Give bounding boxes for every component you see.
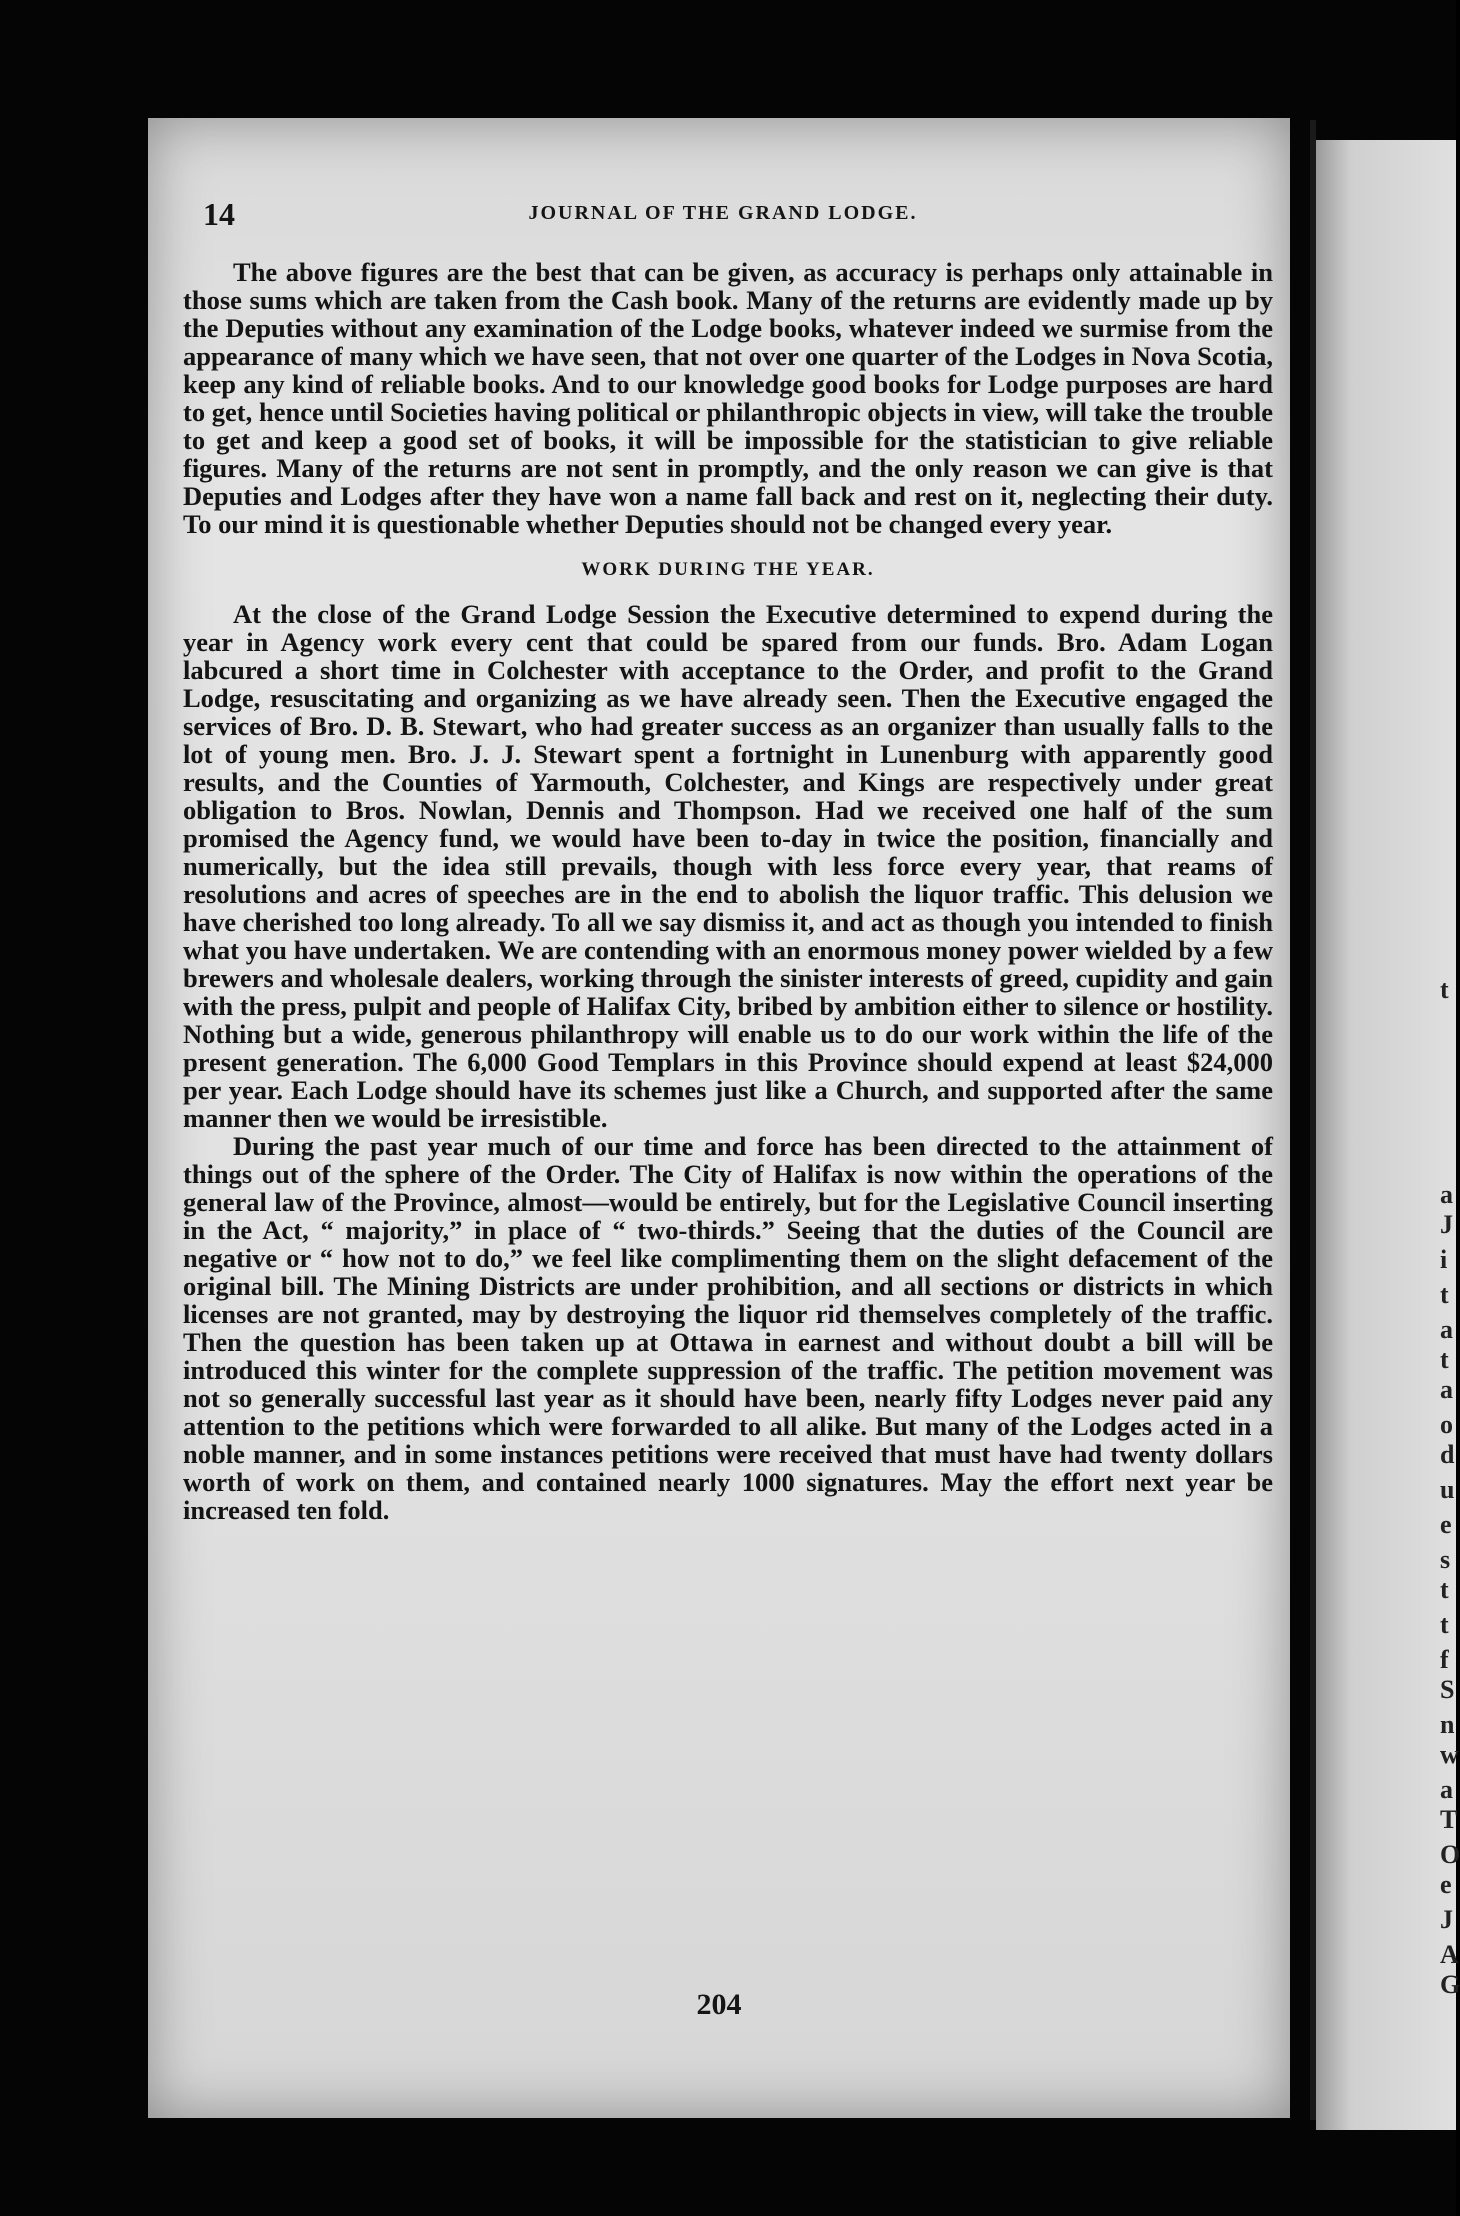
page-number: 14 [203, 196, 235, 232]
adjacent-page-letter: i [1440, 1245, 1448, 1274]
document-page [148, 118, 1290, 2118]
adjacent-page-letter: T [1440, 1805, 1458, 1834]
adjacent-page-letter: a [1440, 1775, 1453, 1804]
adjacent-page-letter: A [1440, 1940, 1459, 1969]
adjacent-page-letter: t [1440, 1345, 1449, 1374]
adjacent-page-letter: t [1440, 1575, 1449, 1604]
adjacent-page-letter: S [1440, 1675, 1455, 1704]
adjacent-page-letter: n [1440, 1710, 1455, 1739]
adjacent-page-letter: e [1440, 1870, 1452, 1899]
paragraph-1: The above figures are the best that can be given, as accuracy is perhaps only attainable in those sums which are taken from the Cash book. Many of the returns are evidently made up by the Deputies without any examination of the Lodge books, whatever indeed we surmise from the appearance of many which we have seen, that not over one quarter of the Lodges in Nova Scotia, keep any kind of reliable books. And to our knowledge good books for Lodge purposes are hard to get, hence until Societies having political or philanthropic objects in view, will take the trouble to get and keep a good set of books, it will be impossible for the statistician to give reliable figures. Many of the returns are not sent in promptly, and the only reason we can give is that Deputies and Lodges after they have won a name fall back and rest on it, neglecting their duty. To our mind it is questionable whether Deputies should not be changed every year. [183, 257, 1273, 539]
adjacent-page-letter: J [1440, 1905, 1453, 1934]
adjacent-page-letter: G [1440, 1970, 1460, 1999]
adjacent-page-letter: s [1440, 1545, 1451, 1574]
page-gutter [1310, 120, 1316, 2120]
section-heading: WORK DURING THE YEAR. [581, 559, 875, 580]
adjacent-page-letter: J [1440, 1210, 1453, 1239]
folio-number: 204 [696, 1988, 742, 2021]
adjacent-page-letter: t [1440, 1280, 1449, 1309]
adjacent-page-letter: O [1440, 1840, 1460, 1869]
adjacent-page-letter: a [1440, 1375, 1453, 1404]
adjacent-page-letter: u [1440, 1475, 1455, 1504]
adjacent-page-letter: f [1440, 1645, 1449, 1674]
running-head [203, 196, 1243, 236]
adjacent-page-letter: a [1440, 1180, 1453, 1209]
adjacent-page-letter: t [1440, 975, 1449, 1004]
adjacent-page-letter: e [1440, 1510, 1452, 1539]
adjacent-page-letter: w [1440, 1740, 1459, 1769]
paragraph-2: At the close of the Grand Lodge Session the Executive determined to expend during the year in Agency work every cent that could be spared from our funds. Bro. Adam Logan labcured a short time in Colchester with acceptance to the Order, and profit to the Grand Lodge, resuscitating and organizing as we have already seen. Then the Executive engaged the services of Bro. D. B. Stewart, who had greater success as an organizer than usually falls to the lot of young men. Bro. J. J. Stewart spent a fortnight in Lunenburg with apparently good results, and the Counties of Yarmouth, Colchester, and Kings are respectively under great obligation to Bros. Nowlan, Dennis and Thompson. Had we received one half of the sum promised the Agency fund, we would have been to-day in twice the position, financially and numerically, but the idea still prevails, though with less force every year, that reams of resolutions and acres of speeches are in the end to abolish the liquor traffic. This delusion we have cherished too long already. To all we say dismiss it, and act as though you intended to finish what you have undertaken. We are contending with an enormous money power wielded by a few brewers and wholesale dealers, working through the sinister interests of greed, cupidity and gain with the press, pulpit and people of Halifax City, bribed by ambition either to silence or hostility. Nothing but a wide, generous philanthropy will enable us to do our work within the life of the present generation. The 6,000 Good Templars in this Province should expend at least $24,000 per year. Each Lodge should have its schemes just like a Church, and supported after the same manner then we would be irresistible. [183, 599, 1273, 1133]
adjacent-page-edge [1316, 140, 1456, 2130]
journal-title: JOURNAL OF THE GRAND LODGE. [528, 202, 918, 224]
adjacent-page-letter: t [1440, 1610, 1449, 1639]
adjacent-page-letter: o [1440, 1410, 1453, 1439]
adjacent-page-letter: d [1440, 1440, 1455, 1469]
paragraph-3: During the past year much of our time and force has been directed to the attainment of things out of the sphere of the Order. The City of Halifax is now within the operations of the general law of the Province, almost—would be entirely, but for the Legislative Council inserting in the Act, “ majority,” in place of “ two-thirds.” Seeing that the duties of the Council are negative or “ how not to do,” we feel like complimenting them on the slight defacement of the original bill. The Mining Districts are under prohibition, and all sections or districts in which licenses are not granted, may by destroying the liquor rid themselves completely of the traffic. Then the question has been taken up at Ottawa in earnest and without doubt a bill will be introduced this winter for the complete suppression of the traffic. The petition movement was not so generally successful last year as it should have been, nearly fifty Lodges never paid any attention to the petitions which were forwarded to all alike. But many of the Lodges acted in a noble manner, and in some instances petitions were received that must have had twenty dollars worth of work on them, and contained nearly 1000 signatures. May the effort next year be increased ten fold. [183, 1131, 1273, 1525]
body-text [183, 258, 1273, 1524]
adjacent-page-letter: a [1440, 1315, 1453, 1344]
